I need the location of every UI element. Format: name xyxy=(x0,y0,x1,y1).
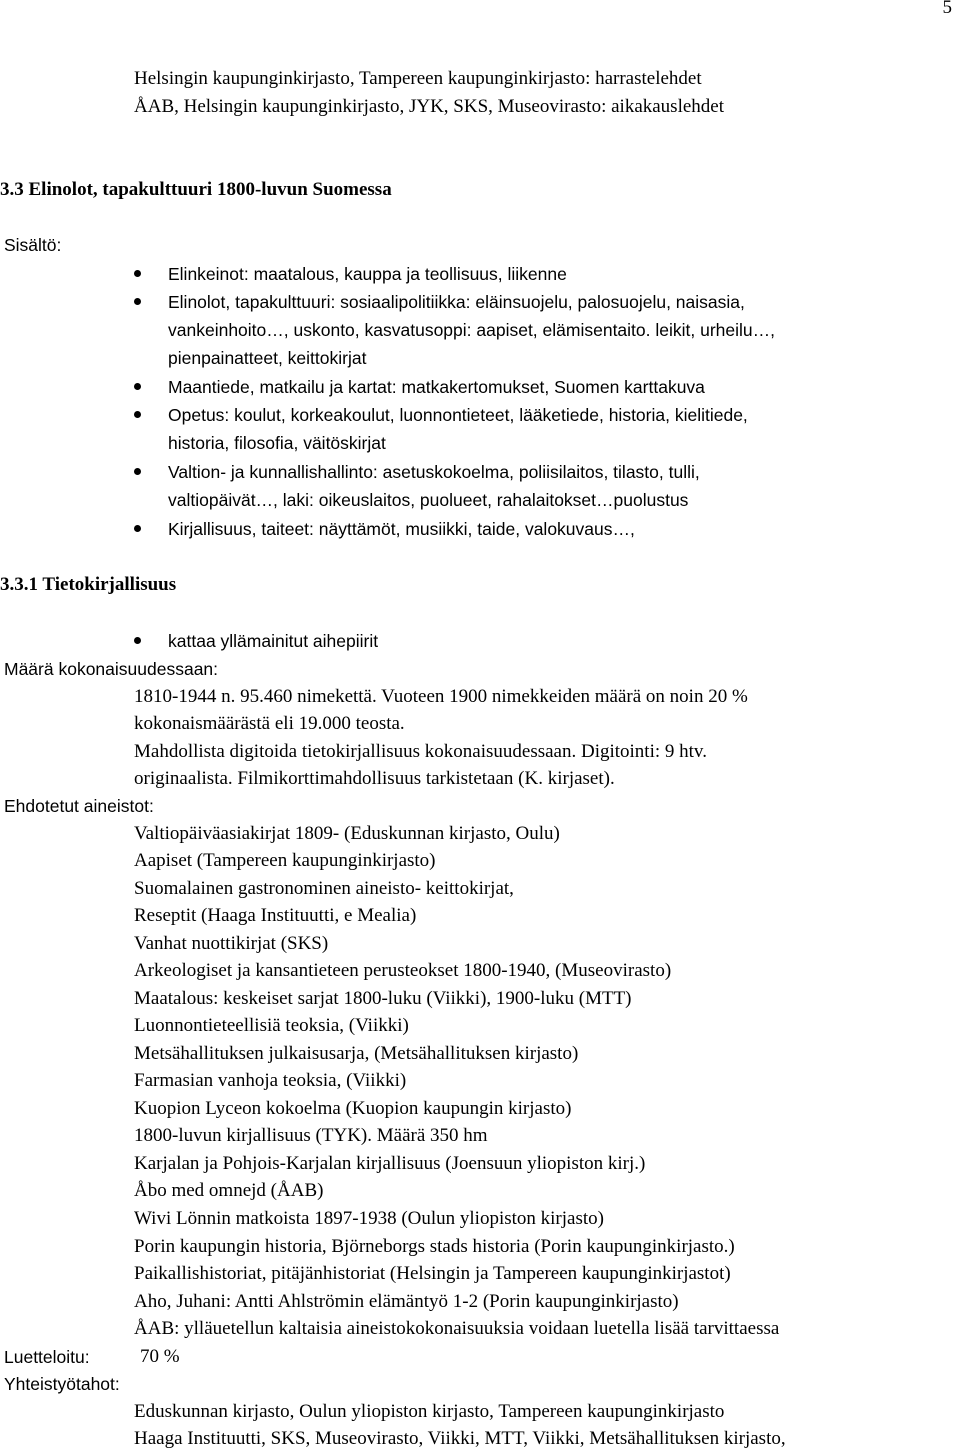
suggested-item: 1800-luvun kirjallisuus (TYK). Määrä 350 hm xyxy=(134,1125,488,1146)
amount-line: Mahdollista digitoida tietokirjallisuus kokonaisuudessaan. Digitointi: 9 htv. xyxy=(134,741,707,762)
contents-item: Elinkeinot: maatalous, kauppa ja teollisuus, liikenne xyxy=(168,264,567,284)
suggested-label: Ehdotetut aineistot: xyxy=(4,796,154,816)
bullet-icon xyxy=(134,637,141,644)
contents-item: Valtion- ja kunnallishallinto: asetuskokoelma, poliisilaitos, tilasto, tulli, xyxy=(168,462,700,482)
intro-line: ÅAB, Helsingin kaupunginkirjasto, JYK, SKS, Museovirasto: aikakauslehdet xyxy=(134,96,725,117)
intro-line: Helsingin kaupunginkirjasto, Tampereen kaupunginkirjasto: harrastelehdet xyxy=(134,68,702,89)
bullet-icon xyxy=(134,411,141,418)
amount-label: Määrä kokonaisuudessaan: xyxy=(4,659,219,679)
suggested-item: Porin kaupungin historia, Björneborgs stads historia (Porin kaupunginkirjasto.) xyxy=(134,1236,735,1257)
partners-line: Eduskunnan kirjasto, Oulun yliopiston kirjasto, Tampereen kaupunginkirjasto xyxy=(134,1401,725,1422)
suggested-item: Kuopion Lyceon kokoelma (Kuopion kaupungin kirjasto) xyxy=(134,1098,572,1119)
suggested-item: Aho, Juhani: Antti Ahlströmin elämäntyö 1-2 (Porin kaupunginkirjasto) xyxy=(134,1291,679,1312)
suggested-item: Luonnontieteellisiä teoksia, (Viikki) xyxy=(134,1015,409,1036)
suggested-item: Reseptit (Haaga Instituutti, e Mealia) xyxy=(134,905,417,926)
catalogued-label: Luetteloitu: xyxy=(4,1347,90,1367)
suggested-item: Arkeologiset ja kansantieteen perusteokset 1800-1940, (Museovirasto) xyxy=(134,960,672,981)
bullet-icon xyxy=(134,298,141,305)
bullet-icon xyxy=(134,383,141,390)
catalogued-value: 70 % xyxy=(140,1346,180,1367)
suggested-item: Åbo med omnejd (ÅAB) xyxy=(134,1180,324,1201)
suggested-item: Metsähallituksen julkaisusarja, (Metsähallituksen kirjasto) xyxy=(134,1043,579,1064)
bullet-icon xyxy=(134,270,141,277)
amount-line: kokonaismäärästä eli 19.000 teosta. xyxy=(134,713,405,734)
amount-line: 1810-1944 n. 95.460 nimekettä. Vuoteen 1900 nimekkeiden määrä on noin 20 % xyxy=(134,686,748,707)
suggested-item: Wivi Lönnin matkoista 1897-1938 (Oulun yliopiston kirjasto) xyxy=(134,1208,604,1229)
subsection-title: 3.3.1 Tietokirjallisuus xyxy=(0,574,177,595)
suggested-item: Maatalous: keskeiset sarjat 1800-luku (Viikki), 1900-luku (MTT) xyxy=(134,988,632,1009)
suggested-item: Aapiset (Tampereen kaupunginkirjasto) xyxy=(134,850,436,871)
suggested-item: Valtiopäiväasiakirjat 1809- (Eduskunnan kirjasto, Oulu) xyxy=(134,823,560,844)
contents-label: Sisältö: xyxy=(4,235,62,255)
contents-item-cont: pienpainatteet, keittokirjat xyxy=(168,348,367,368)
amount-line: originaalista. Filmikorttimahdollisuus tarkistetaan (K. kirjaset). xyxy=(134,768,615,789)
contents-item-cont: historia, filosofia, väitöskirjat xyxy=(168,433,386,453)
bullet-icon xyxy=(134,468,141,475)
contents-item: Kirjallisuus, taiteet: näyttämöt, musiikki, taide, valokuvaus…, xyxy=(168,519,635,539)
bullet-icon xyxy=(134,525,141,532)
contents-item-cont: vankeinhoito…, uskonto, kasvatusoppi: aapiset, elämisentaito. leikit, urheilu…, xyxy=(168,320,775,340)
suggested-item: Suomalainen gastronominen aineisto- keittokirjat, xyxy=(134,878,514,899)
section-title: 3.3 Elinolot, tapakulttuuri 1800-luvun Suomessa xyxy=(0,179,392,200)
page-number: 5 xyxy=(942,0,952,18)
contents-item-cont: valtiopäivät…, laki: oikeuslaitos, puolueet, rahalaitokset…puolustus xyxy=(168,490,689,510)
partners-label: Yhteistyötahot: xyxy=(4,1374,120,1394)
suggested-item: Karjalan ja Pohjois-Karjalan kirjallisuus (Joensuun yliopiston kirj.) xyxy=(134,1153,646,1174)
contents-item: Maantiede, matkailu ja kartat: matkakertomukset, Suomen karttakuva xyxy=(168,377,705,397)
sub-bullet-item: kattaa yllämainitut aihepiirit xyxy=(168,631,379,651)
suggested-item: Vanhat nuottikirjat (SKS) xyxy=(134,933,329,954)
suggested-item: ÅAB: ylläuetellun kaltaisia aineistokokonaisuuksia voidaan luetella lisää tarvittaessa xyxy=(134,1318,780,1339)
contents-item: Opetus: koulut, korkeakoulut, luonnontieteet, lääketiede, historia, kielitiede, xyxy=(168,405,748,425)
suggested-item: Farmasian vanhoja teoksia, (Viikki) xyxy=(134,1070,407,1091)
contents-item: Elinolot, tapakulttuuri: sosiaalipolitiikka: eläinsuojelu, palosuojelu, naisasia, xyxy=(168,292,745,312)
partners-line: Haaga Instituutti, SKS, Museovirasto, Viikki, MTT, Viikki, Metsähallituksen kirjasto, xyxy=(134,1428,786,1449)
suggested-item: Paikallishistoriat, pitäjänhistoriat (Helsingin ja Tampereen kaupunginkirjastot) xyxy=(134,1263,731,1284)
